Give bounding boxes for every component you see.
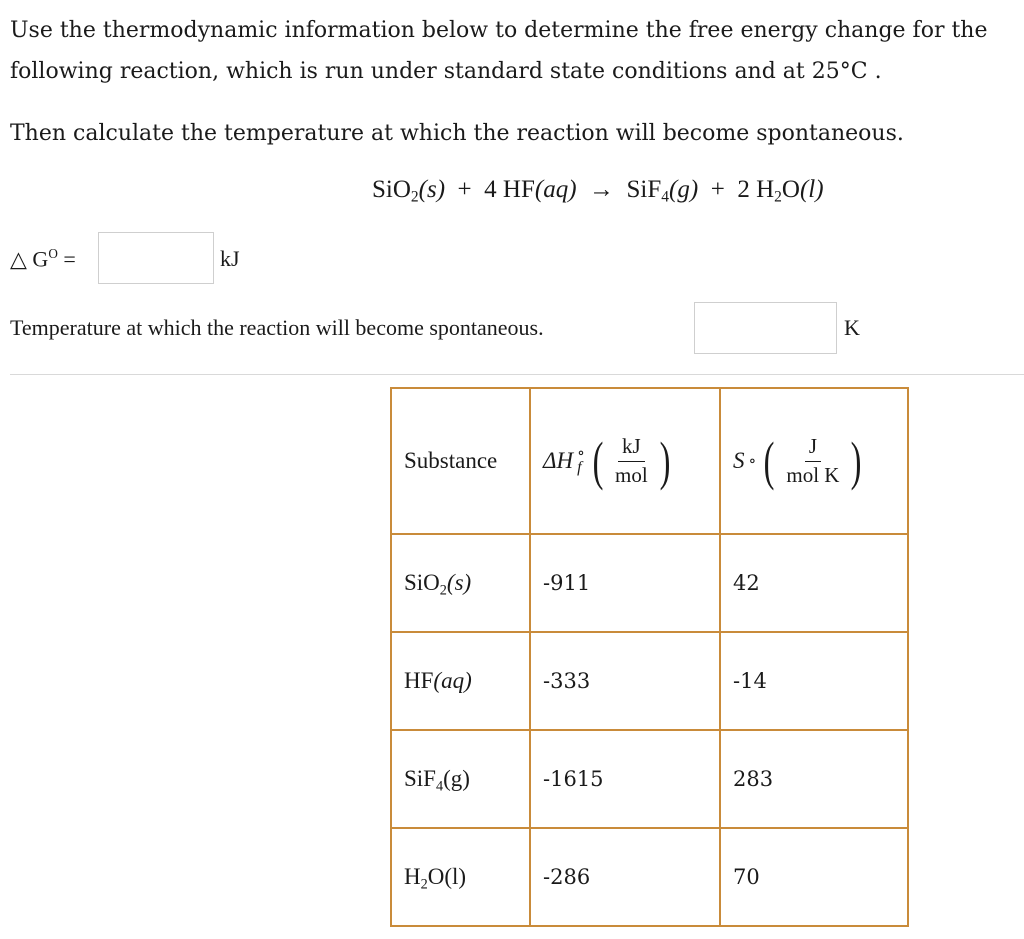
section-divider xyxy=(10,374,1024,375)
thermo-data-table xyxy=(390,387,909,927)
enthalpy-cell: -911 xyxy=(530,534,720,632)
table-row xyxy=(391,828,908,926)
table-row xyxy=(391,534,908,632)
header-enthalpy: ΔH ∘ f ( $\frac{kJ}{\text{mol}}$ ) xyxy=(530,388,720,534)
temperature-unit-label: K xyxy=(844,315,860,340)
delta-g-input[interactable] xyxy=(98,232,214,284)
header-substance: Substance xyxy=(391,388,530,534)
temperature-label: Temperature at which the reaction will become spontaneous. xyxy=(10,315,544,340)
entropy-cell: -14 xyxy=(720,632,908,730)
table-row xyxy=(391,632,908,730)
temperature-unit: °C xyxy=(839,59,868,84)
substance-cell: HF(aq) xyxy=(391,632,530,730)
temperature-input[interactable] xyxy=(694,302,837,354)
reaction-equation: SiO$_2$(s) + 4 HF(aq) → SiF$_4$(g) + 2 $H_2O(l)$ xyxy=(372,176,824,206)
entropy-cell: 70 xyxy=(720,828,908,926)
entropy-cell: 283 xyxy=(720,730,908,828)
delta-g-unit: kJ xyxy=(220,246,240,271)
enthalpy-cell: -1615 xyxy=(530,730,720,828)
table-header-row xyxy=(391,388,908,534)
substance-cell: SiO$_2$(s) xyxy=(391,534,530,632)
enthalpy-cell: -286 xyxy=(530,828,720,926)
entropy-cell: 42 xyxy=(720,534,908,632)
header-entropy: S ∘ ( $\frac{J}{\text{mol K}}$ ) xyxy=(720,388,908,534)
instruction-text-2: Then calculate the temperature at which the reaction will become spontaneous. xyxy=(10,121,904,146)
table-row xyxy=(391,730,908,828)
substance-cell: SiF$_4$(g) xyxy=(391,730,530,828)
reaction-arrow: → xyxy=(589,176,615,203)
delta-g-label: △ $G^O$ = xyxy=(10,246,76,272)
substance-cell: $H_2O(l)$ xyxy=(391,828,530,926)
instruction-text: Use the thermodynamic information below to determine the free energy change for the following reaction, which is run under standard state conditions and at 25°C . xyxy=(10,18,988,84)
enthalpy-cell: -333 xyxy=(530,632,720,730)
